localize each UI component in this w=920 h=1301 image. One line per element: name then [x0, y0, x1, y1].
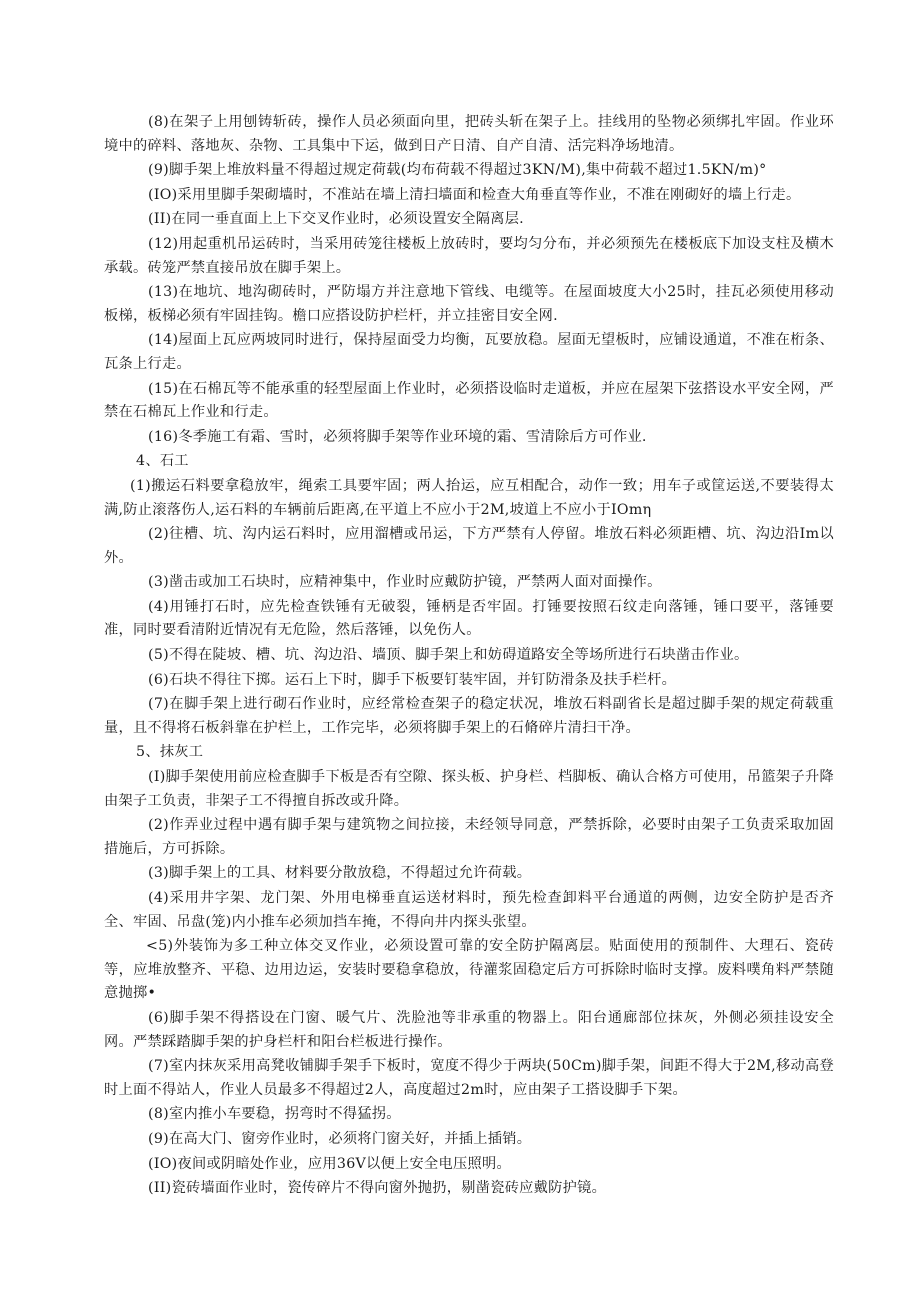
paragraph-8-masonry: (8)在架子上用刨铸斩砖，操作人员必须面向里，把砖头斩在架子上。挂线用的坠物必须绑扎牢固。作业环境中的碎料、落地灰、杂物、工具集中下运，做到日产日清、自产自清、活完料净场地清。 — [104, 114, 834, 154]
paragraph-6-stonework: (6)石块不得往下掷。运石上下时，脚手下板要钉装牢固，并钉防滑条及扶手栏杆。 — [148, 671, 677, 688]
paragraph-8-plastering: (8)室内推小车要稳，拐弯时不得猛拐。 — [148, 1106, 401, 1123]
paragraph-11-plastering: (II)瓷砖墙面作业时，瓷传碎片不得向窗外抛扔，剔凿瓷砖应戴防护镜。 — [148, 1180, 607, 1197]
paragraph-5-stonework: (5)不得在陡坡、槽、坑、沟边沿、墙顶、脚手架上和妨碍道路安全等场所进行石块凿击作业。 — [148, 647, 749, 664]
paragraph-10-plastering: (IO)夜间或阴暗处作业，应用36V以便上安全电压照明。 — [148, 1155, 511, 1172]
paragraph-13-masonry: (13)在地坑、地沟砌砖时，严防塌方并注意地下管线、电缆等。在屋面坡度大小25时，挂瓦必须使用移动板梯，板梯必须有牢固挂钩。檐口应搭设防护栏杆，并立挂密目安全网. — [104, 284, 834, 324]
paragraph-4-stonework: (4)用锤打石时，应先检查铁锤有无破裂，锤柄是否牢固。打锤要按照石纹走向落锤，锤口要平，落锤要准，同时要看清附近情况有无危险，然后落锤，以免伤人。 — [104, 598, 834, 639]
paragraph-7-stonework: (7)在脚手架上进行砌石作业时，应经常检查架子的稳定状况，堆放石料副省长是超过脚手架的规定荷载重量，且不得将石板斜靠在护栏上，工作完毕，必须将脚手架上的石脩碎片清扫干净。 — [104, 696, 834, 736]
paragraph-15-masonry: (15)在石棉瓦等不能承重的轻型屋面上作业时，必须搭设临时走道板，并应在屋架下弦搭设水平安全网，严禁在石棉瓦上作业和行走。 — [104, 380, 834, 421]
paragraph-12-masonry: (12)用起重机吊运砖时，当采用砖笼往楼板上放砖时，要均匀分布，并必须预先在楼板底下加设支柱及横木承载。砖笼严禁直接吊放在脚手架上。 — [104, 235, 834, 276]
paragraph-3-stonework: (3)凿击或加工石块时，应精神集中，作业时应戴防护镜，严禁两人面对面操作。 — [148, 574, 662, 591]
paragraph-7-plastering: (7)室内抹灰采用高凳收铺脚手架手下板时，宽度不得少于两块(50Cm)脚手架，间距不得大于2M,移动高登时上面不得站人，作业人员最多不得超过2人，高度超过2m时，应由架子工搭设脚手下架。 — [104, 1058, 834, 1098]
paragraph-16-masonry: (16)冬季施工有霜、雪时，必须将脚手架等作业环境的霜、雪清除后方可作业. — [148, 428, 647, 445]
paragraph-2-stonework: (2)往槽、坑、沟内运石料时，应用溜槽或吊运，下方严禁有人停留。堆放石料必须距槽、坑、沟边沿Im以外。 — [104, 526, 834, 566]
paragraph-11-masonry: (II)在同一垂直面上上下交叉作业时，必须设置安全隔离层. — [148, 211, 524, 228]
paragraph-2-plastering: (2)作弄业过程中遇有脚手架与建筑物之间拉接，未经领导同意，严禁拆除，必要时由架子工负责采取加固措施后，方可拆除。 — [104, 817, 834, 857]
section-heading-stonework: 4、石工 — [136, 453, 189, 470]
document-body — [104, 111, 834, 1202]
paragraph-9-plastering: (9)在高大门、窗旁作业时，必须将门窗关好，并插上插销。 — [148, 1130, 532, 1147]
paragraph-1-plastering: (I)脚手架使用前应检查脚手下板是否有空隙、探头板、护身栏、档脚板、确认合格方可使用，吊篮架子升降由架子工负责，非架子工不得擅自拆改或升降。 — [104, 769, 834, 809]
paragraph-5-plastering: <5)外装饰为多工种立体交叉作业，必须设置可靠的安全防护隔离层。贴面使用的预制件、大理石、瓷砖等，应堆放整齐、平稳、边用边运，安装时要稳拿稳放，待灌浆固稳定后方可拆除时临时支撑。废料噗角料严禁随意抛掷• — [104, 938, 834, 1002]
paragraph-6-plastering: (6)脚手架不得搭设在门窗、暖气片、洗脸池等非承重的物器上。阳台通廊部位抹灰，外侧必须挂设安全网。严禁踩踏脚手架的护身栏杆和阳台栏板进行操作。 — [104, 1009, 834, 1050]
paragraph-9-masonry: (9)脚手架上堆放料量不得超过规定荷载(均布荷载不得超过3KN/M),集中荷载不超过1.5KN/m)° — [148, 162, 767, 179]
paragraph-3-plastering: (3)脚手架上的工具、材料要分散放稳，不得超过允许荷载。 — [148, 865, 532, 882]
paragraph-1-stonework: (1)搬运石料要拿稳放牢，绳索工具要牢固；两人抬运，应互相配合，动作一致；用车子或筐运送,不要装得太满,防止滚落伤人,运石料的车辆前后距离,在平道上不应小于2M,坡道上不应小于IOmη — [104, 477, 835, 518]
paragraph-4-plastering: (4)采用井字架、龙门架、外用电梯垂直运送材料时，预先检查卸料平台通道的两侧，边安全防护是否齐全、牢固、吊盘(笼)内小推车必须加挡车掩，不得向井内探头张望。 — [104, 890, 834, 930]
section-heading-plastering: 5、抹灰工 — [136, 744, 204, 761]
paragraph-14-masonry: (14)屋面上瓦应两坡同时进行，保持屋面受力均衡，瓦要放稳。屋面无望板时，应铺设通道，不准在桁条、瓦条上行走。 — [104, 332, 834, 372]
paragraph-10-masonry: (IO)采用里脚手架砌墙时，不准站在墙上清扫墙面和检查大角垂直等作业，不准在刚砌好的墙上行走。 — [148, 186, 801, 203]
